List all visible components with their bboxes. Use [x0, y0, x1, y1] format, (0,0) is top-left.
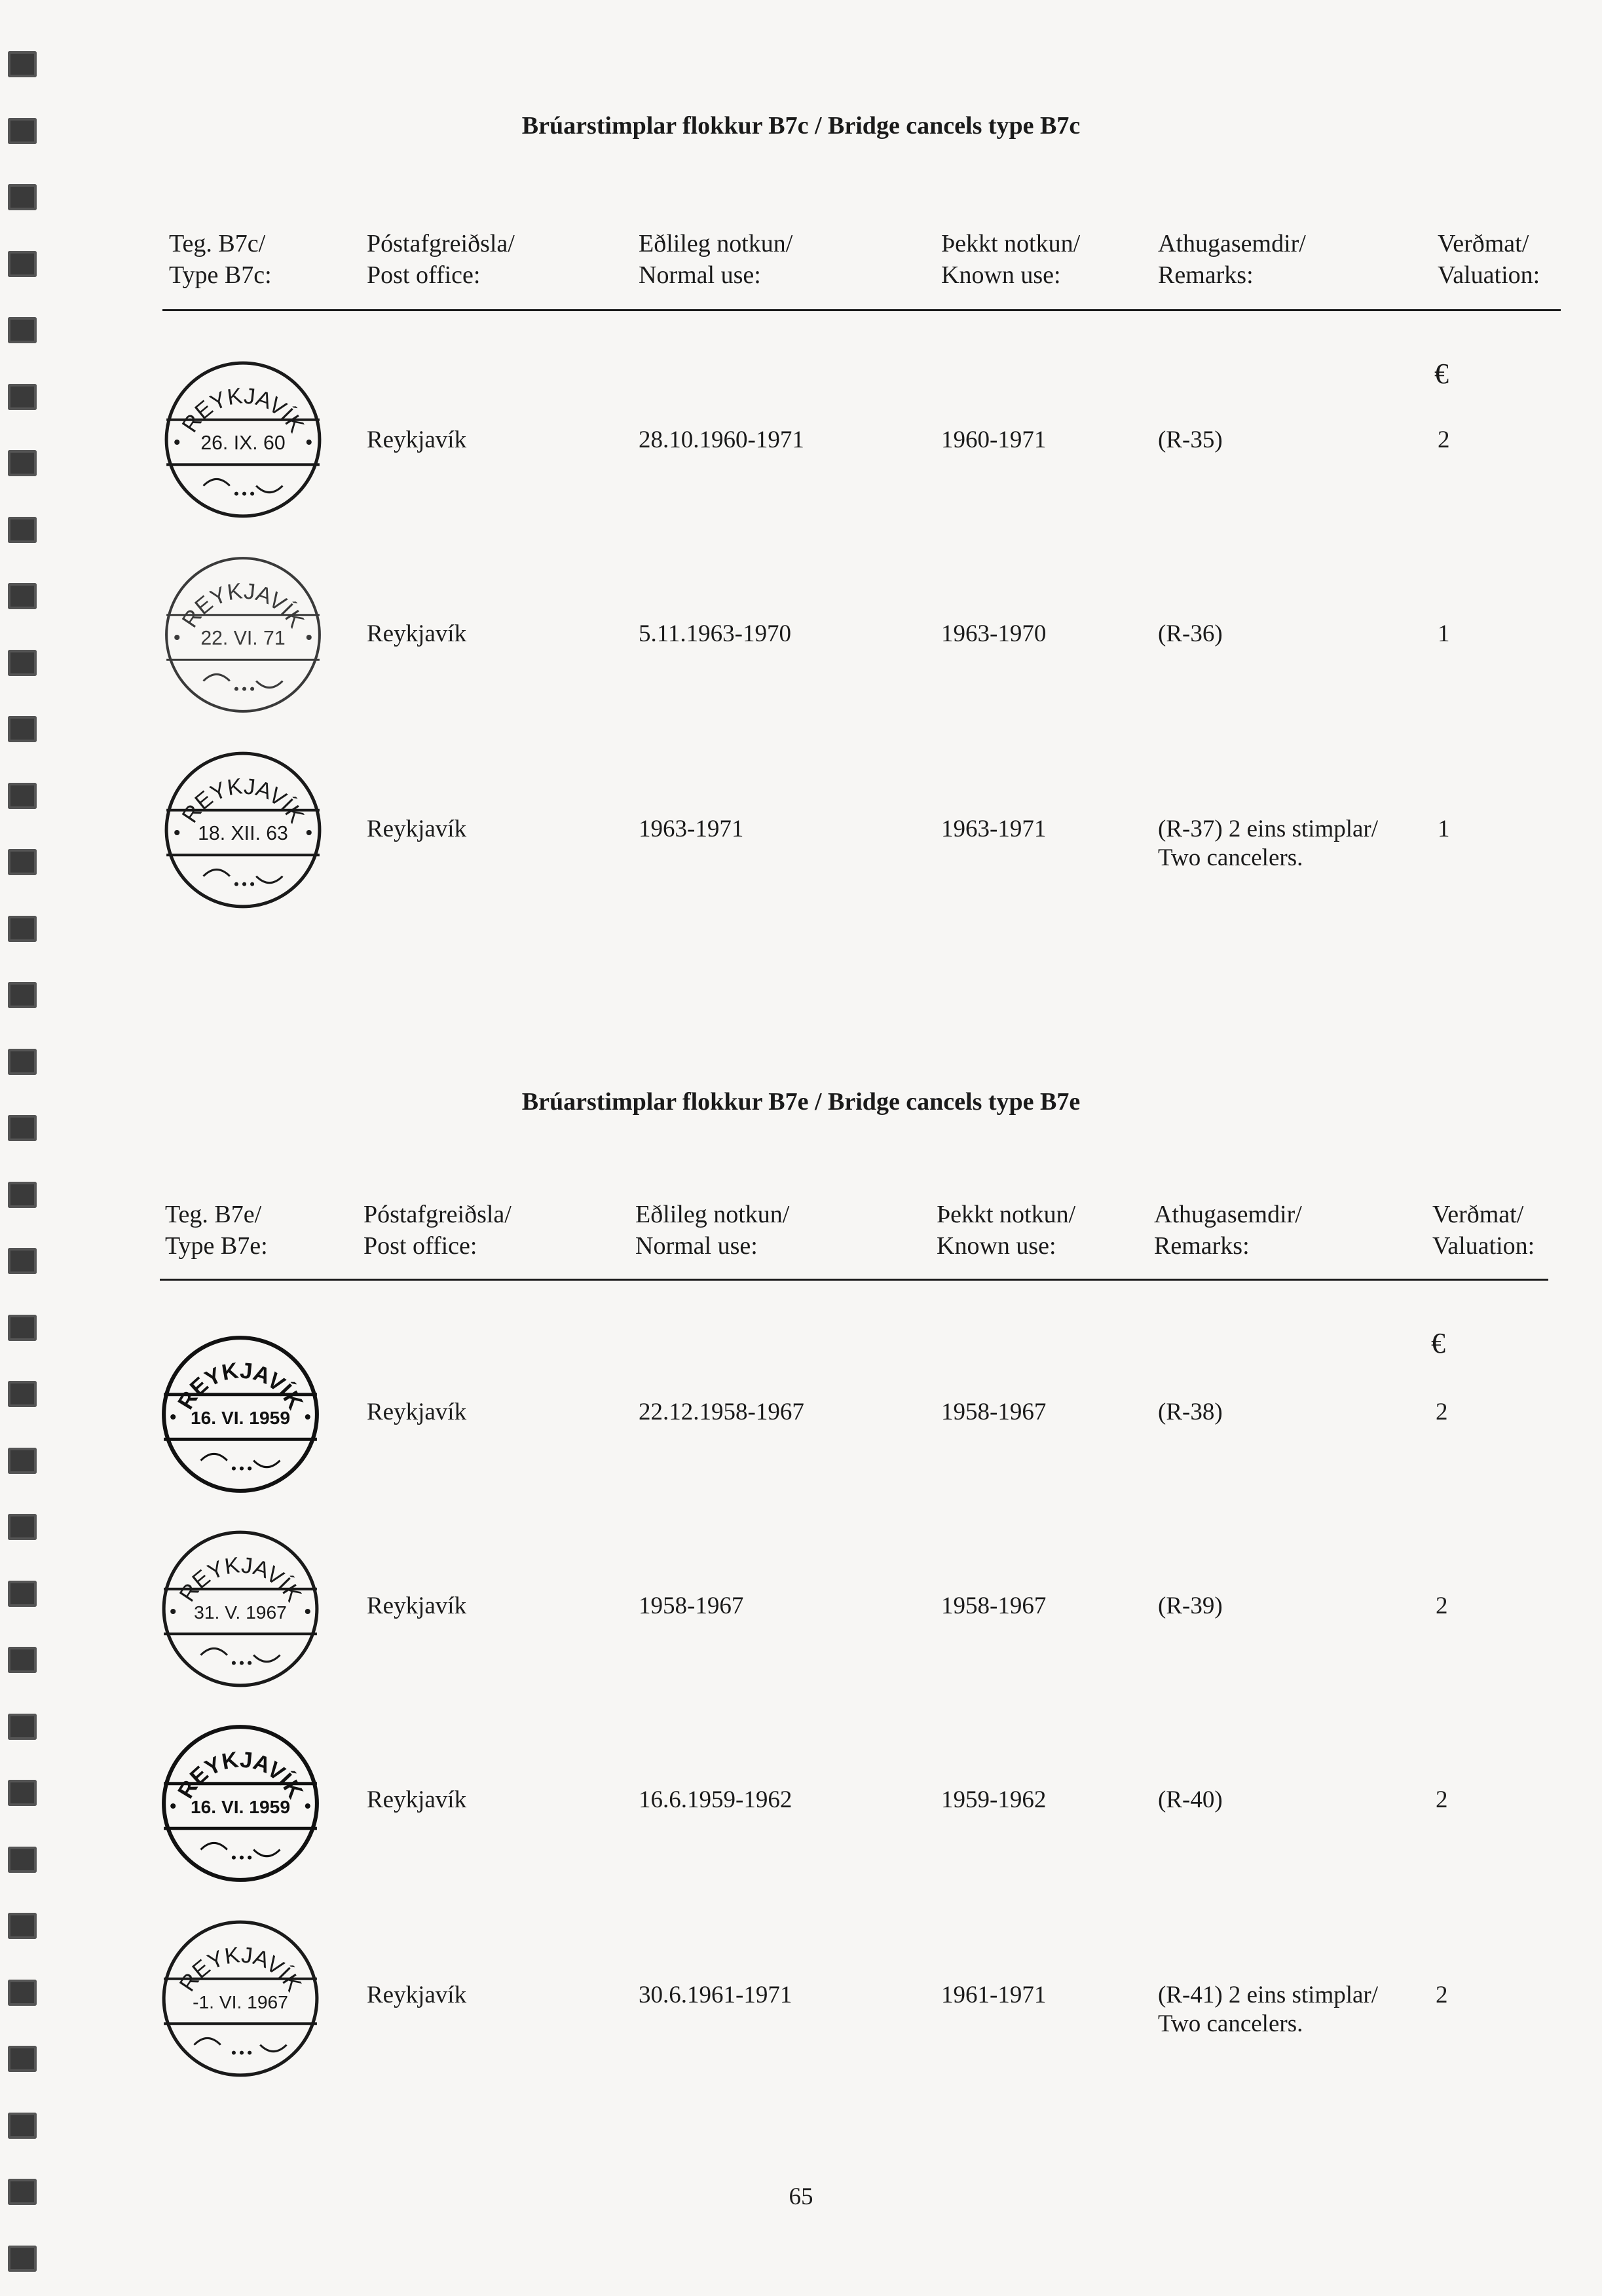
svg-text:REYKJAVÍK	[173, 1747, 307, 1803]
binder-hole	[8, 1913, 37, 1939]
header-known-use: Þekkt notkun/ Known use:	[941, 230, 1081, 289]
binder-hole	[8, 2046, 37, 2072]
valuation: 2	[1436, 1399, 1448, 1425]
binder-hole	[8, 184, 37, 210]
remarks: (R-39)	[1158, 1592, 1223, 1619]
binder-hole	[8, 1647, 37, 1673]
post-office: Reykjavík	[367, 1399, 467, 1425]
svg-text:REYKJAVÍK	[175, 1942, 307, 1996]
known-use: 1958-1967	[941, 1399, 1047, 1425]
postmark-town: REYKJAVÍK	[173, 1747, 308, 1803]
header-post-office: Póstafgreiðsla/ Post office:	[367, 230, 515, 289]
postmark-image	[155, 1523, 326, 1695]
binder-hole	[8, 1847, 37, 1873]
normal-use: 1958-1967	[639, 1592, 744, 1619]
svg-text:REYKJAVÍK	[177, 383, 309, 437]
binder-hole	[8, 583, 37, 609]
remarks: (R-38)	[1158, 1399, 1223, 1425]
remarks: (R-37) 2 eins stimplar/ Two cancelers.	[1158, 816, 1379, 871]
binder-hole	[8, 916, 37, 942]
valuation: 2	[1436, 1982, 1448, 2008]
svg-text:REYKJAVÍK	[173, 1358, 307, 1414]
header-post-office: Póstafgreiðsla/ Post office:	[363, 1201, 512, 1260]
currency-symbol: €	[1431, 1327, 1445, 1359]
valuation: 2	[1436, 1786, 1448, 1813]
remarks: (R-41) 2 eins stimplar/ Two cancelers.	[1158, 1982, 1379, 2037]
postmark-image	[157, 354, 329, 525]
binder-hole	[8, 783, 37, 809]
known-use: 1963-1971	[941, 816, 1047, 842]
header-normal-use: Eðlileg notkun/ Normal use:	[639, 230, 793, 289]
postmark-date: 31. V. 1967	[194, 1602, 287, 1623]
known-use: 1961-1971	[941, 1982, 1047, 2008]
valuation: 2	[1438, 426, 1450, 453]
postmark-town: REYKJAVÍK	[174, 1942, 307, 1996]
header-normal-use: Eðlileg notkun/ Normal use:	[635, 1201, 790, 1260]
header-rule	[160, 1279, 1548, 1281]
normal-use: 30.6.1961-1971	[639, 1982, 792, 2008]
binder-hole	[8, 1980, 37, 2006]
normal-use: 28.10.1960-1971	[639, 426, 804, 453]
header-rule	[162, 309, 1561, 311]
binder-hole	[8, 1448, 37, 1474]
binder-hole	[8, 849, 37, 875]
known-use: 1959-1962	[941, 1786, 1047, 1813]
header-valuation: Verðmat/ Valuation:	[1432, 1201, 1535, 1260]
binder-hole	[8, 1182, 37, 1208]
normal-use: 1963-1971	[639, 816, 744, 842]
postmark-image	[157, 744, 329, 916]
binder-hole	[8, 384, 37, 410]
post-office: Reykjavík	[367, 620, 467, 647]
known-use: 1958-1967	[941, 1592, 1047, 1619]
remarks: (R-36)	[1158, 620, 1223, 647]
header-type: Teg. B7c/ Type B7c:	[169, 230, 272, 289]
valuation: 2	[1436, 1592, 1448, 1619]
section-title-b7c: Brúarstimplar flokkur B7c / Bridge cancels type B7c	[521, 112, 1081, 140]
postmark-town: REYKJAVÍK	[174, 1553, 307, 1606]
binder-holes	[8, 0, 45, 2296]
post-office: Reykjavík	[367, 426, 467, 453]
postmark-town: REYKJAVÍK	[177, 383, 309, 437]
post-office: Reykjavík	[367, 816, 467, 842]
binder-hole	[8, 1714, 37, 1740]
normal-use: 16.6.1959-1962	[639, 1786, 792, 1813]
svg-text:REYKJAVÍK	[177, 578, 309, 632]
binder-hole	[8, 1780, 37, 1806]
normal-use: 5.11.1963-1970	[639, 620, 791, 647]
binder-hole	[8, 650, 37, 676]
page-number: 65	[789, 2183, 813, 2210]
header-type: Teg. B7e/ Type B7e:	[165, 1201, 268, 1260]
valuation: 1	[1438, 620, 1450, 647]
binder-hole	[8, 1115, 37, 1141]
postmark-date: 22. VI. 71	[200, 628, 286, 650]
binder-hole	[8, 1581, 37, 1607]
svg-text:REYKJAVÍK	[177, 774, 309, 827]
binder-hole	[8, 1315, 37, 1341]
svg-text:REYKJAVÍK	[175, 1553, 307, 1606]
normal-use: 22.12.1958-1967	[639, 1399, 804, 1425]
binder-hole	[8, 2246, 37, 2272]
post-office: Reykjavík	[367, 1982, 467, 2008]
binder-hole	[8, 982, 37, 1008]
header-remarks: Athugasemdir/ Remarks:	[1154, 1201, 1302, 1260]
binder-hole	[8, 1248, 37, 1274]
currency-symbol: €	[1434, 358, 1449, 390]
header-known-use: Þekkt notkun/ Known use:	[937, 1201, 1076, 1260]
postmark-date: 16. VI. 1959	[190, 1407, 291, 1429]
binder-hole	[8, 716, 37, 742]
binder-hole	[8, 1514, 37, 1540]
header-valuation: Verðmat/ Valuation:	[1438, 230, 1540, 289]
postmark-image	[155, 1913, 326, 2084]
remarks: (R-35)	[1158, 426, 1223, 453]
binder-hole	[8, 51, 37, 77]
binder-hole	[8, 251, 37, 277]
postmark-date: 18. XII. 63	[198, 823, 288, 845]
postmark-town: REYKJAVÍK	[177, 578, 309, 632]
remarks: (R-40)	[1158, 1786, 1223, 1813]
postmark-town: REYKJAVÍK	[177, 774, 309, 827]
postmark-image	[155, 1718, 326, 1889]
post-office: Reykjavík	[367, 1786, 467, 1813]
binder-hole	[8, 2113, 37, 2139]
postmark-image	[157, 549, 329, 721]
postmark-town: REYKJAVÍK	[173, 1358, 308, 1414]
postmark-date: -1. VI. 1967	[193, 1991, 288, 2013]
binder-hole	[8, 450, 37, 476]
binder-hole	[8, 1049, 37, 1075]
binder-hole	[8, 1381, 37, 1407]
known-use: 1960-1971	[941, 426, 1047, 453]
header-remarks: Athugasemdir/ Remarks:	[1158, 230, 1306, 289]
post-office: Reykjavík	[367, 1592, 467, 1619]
known-use: 1963-1970	[941, 620, 1047, 647]
section-title-b7e: Brúarstimplar flokkur B7e / Bridge cancels type B7e	[521, 1088, 1081, 1116]
postmark-date: 26. IX. 60	[200, 432, 286, 455]
postmark-date: 16. VI. 1959	[190, 1796, 291, 1818]
binder-hole	[8, 317, 37, 343]
binder-hole	[8, 517, 37, 543]
valuation: 1	[1438, 816, 1450, 842]
postmark-image	[155, 1328, 326, 1500]
